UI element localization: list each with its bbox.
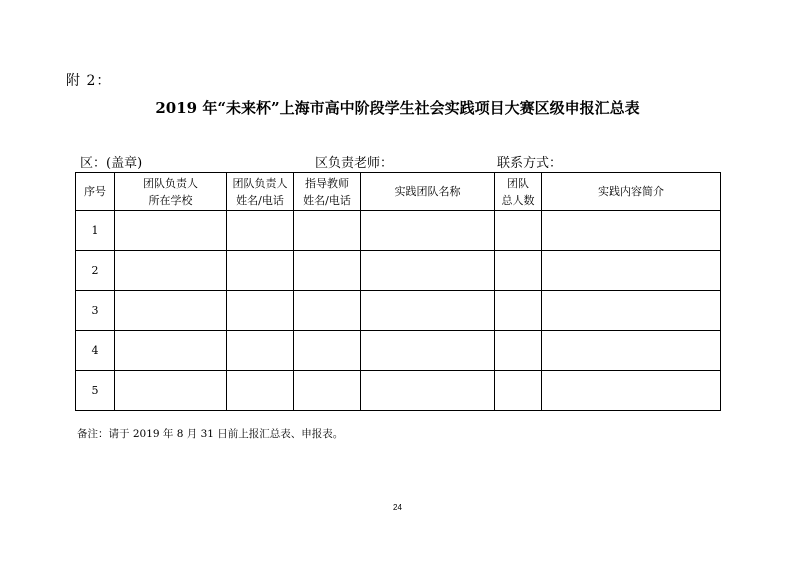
cell-team-name[interactable] <box>361 211 495 251</box>
cell-leader-school[interactable] <box>115 211 227 251</box>
cell-practice-summary[interactable] <box>542 211 721 251</box>
cell-advisor-contact[interactable] <box>294 211 361 251</box>
cell-team-size[interactable] <box>495 371 542 411</box>
row-number: 4 <box>76 331 115 371</box>
table-row <box>76 371 721 411</box>
cell-leader-school[interactable] <box>115 331 227 371</box>
header-advisor-contact: 指导教师 姓名/电话 <box>294 173 361 211</box>
table-row <box>76 251 721 291</box>
cell-practice-summary[interactable] <box>542 331 721 371</box>
cell-practice-summary[interactable] <box>542 251 721 291</box>
header-leader-school: 团队负责人 所在学校 <box>115 173 227 211</box>
header-team-size: 团队 总人数 <box>495 173 542 211</box>
header-leader-contact: 团队负责人 姓名/电话 <box>227 173 294 211</box>
cell-advisor-contact[interactable] <box>294 331 361 371</box>
cell-advisor-contact[interactable] <box>294 251 361 291</box>
row-number: 2 <box>76 251 115 291</box>
cell-practice-summary[interactable] <box>542 371 721 411</box>
attachment-label: 附 2： <box>66 73 112 89</box>
row-number: 3 <box>76 291 115 331</box>
cell-advisor-contact[interactable] <box>294 371 361 411</box>
cell-leader-contact[interactable] <box>227 211 294 251</box>
cell-leader-school[interactable] <box>115 371 227 411</box>
cell-team-size[interactable] <box>495 291 542 331</box>
cell-team-name[interactable] <box>361 291 495 331</box>
cell-team-size[interactable] <box>495 331 542 371</box>
district-teacher-label: 区负责老师： <box>315 156 394 171</box>
row-number: 1 <box>76 211 115 251</box>
row-number: 5 <box>76 371 115 411</box>
cell-team-name[interactable] <box>361 331 495 371</box>
header-serial: 序号 <box>76 173 115 211</box>
cell-team-name[interactable] <box>361 371 495 411</box>
cell-leader-contact[interactable] <box>227 251 294 291</box>
cell-advisor-contact[interactable] <box>294 291 361 331</box>
cell-team-name[interactable] <box>361 251 495 291</box>
page-number: 24 <box>393 503 402 512</box>
table-row <box>76 331 721 371</box>
cell-leader-contact[interactable] <box>227 291 294 331</box>
cell-practice-summary[interactable] <box>542 291 721 331</box>
table-row <box>76 211 721 251</box>
document-title: 2019 年“未来杯”上海市高中阶段学生社会实践项目大赛区级申报汇总表 <box>155 99 640 117</box>
header-team-name: 实践团队名称 <box>361 173 495 211</box>
cell-team-size[interactable] <box>495 251 542 291</box>
cell-leader-contact[interactable] <box>227 331 294 371</box>
table-row <box>76 291 721 331</box>
cell-team-size[interactable] <box>495 211 542 251</box>
footnote: 备注：请于 2019 年 8 月 31 日前上报汇总表、申报表。 <box>77 428 344 440</box>
cell-leader-school[interactable] <box>115 291 227 331</box>
contact-label: 联系方式： <box>497 156 563 171</box>
district-seal-label: 区：(盖章) <box>80 156 143 171</box>
cell-leader-school[interactable] <box>115 251 227 291</box>
header-practice-summary: 实践内容简介 <box>542 173 721 211</box>
table-header-row <box>76 173 721 211</box>
cell-leader-contact[interactable] <box>227 371 294 411</box>
summary-table <box>75 172 721 411</box>
